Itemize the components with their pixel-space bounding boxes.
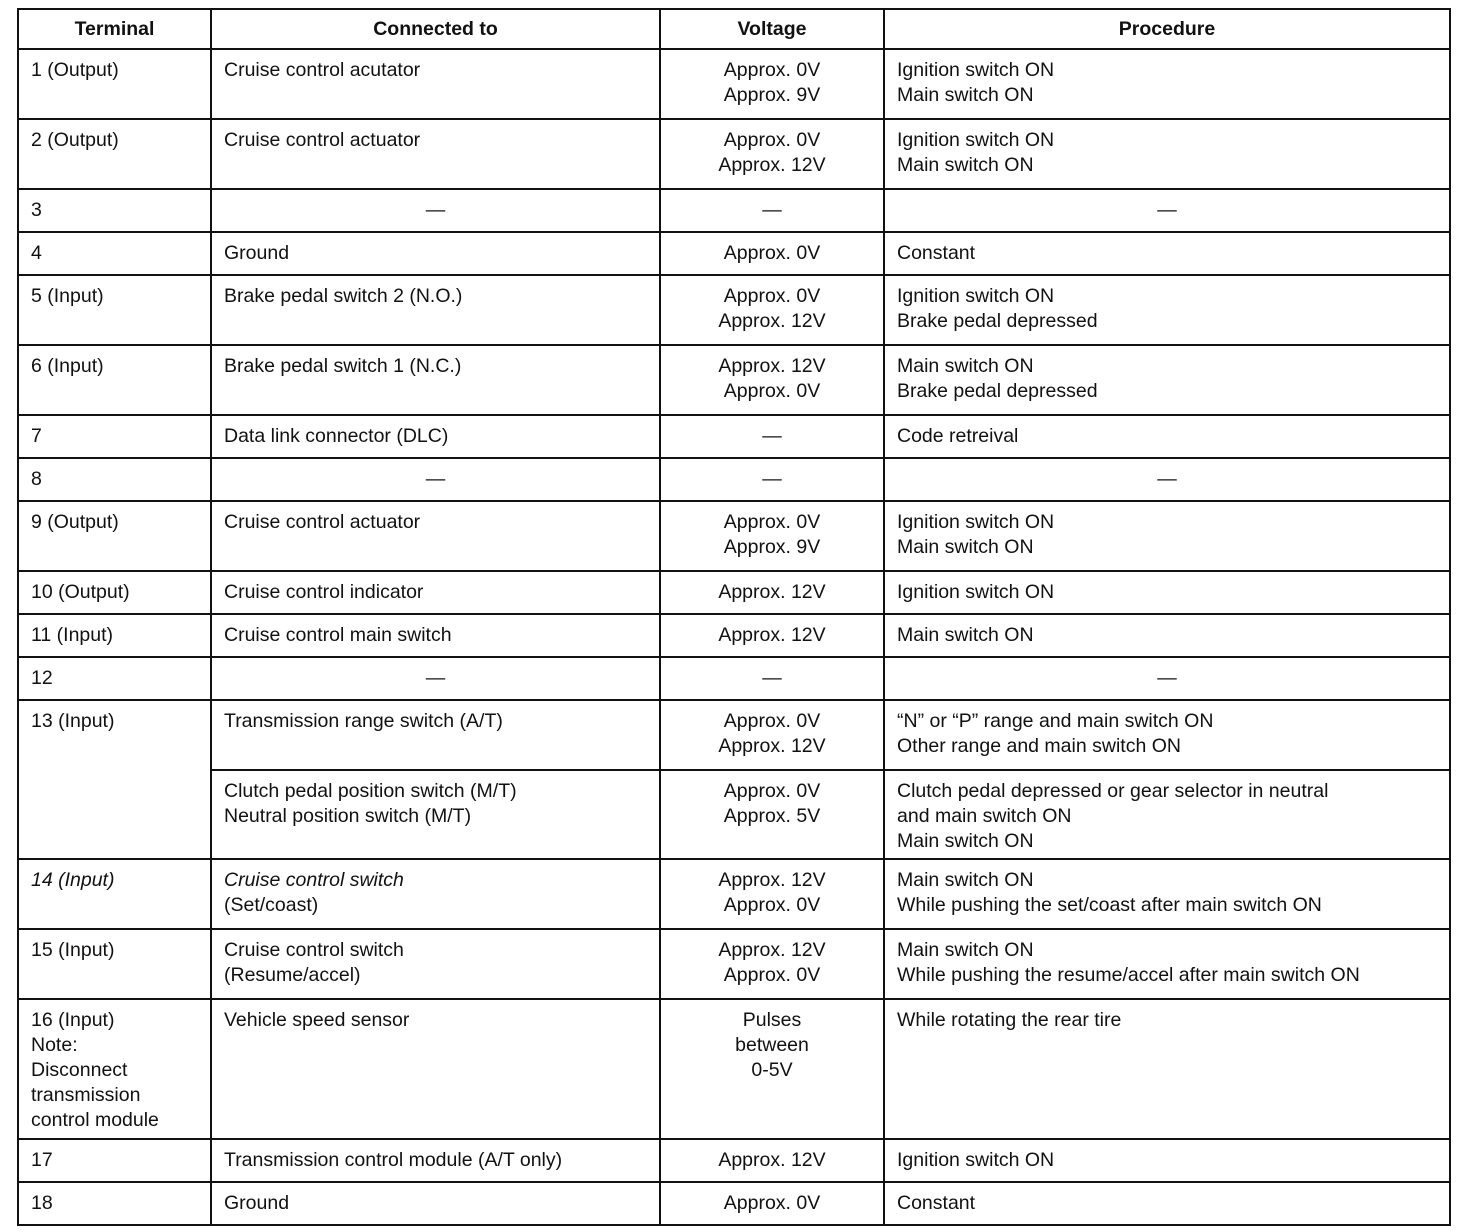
terminal-label: 2 (Output) (31, 129, 119, 151)
cell-terminal (18, 275, 211, 345)
cell-terminal (18, 501, 211, 571)
cell-procedure (884, 929, 1450, 999)
connected-to-text: (Set/coast) (224, 894, 319, 916)
connected-to-text: Data link connector (DLC) (224, 425, 449, 447)
cell-terminal (18, 1182, 211, 1225)
cell-connected-to (211, 501, 660, 571)
voltage-text: Pulses (742, 1009, 802, 1031)
procedure-text: — (1157, 199, 1177, 221)
terminal-table (17, 8, 1451, 1226)
voltage-text: Approx. 12V (718, 355, 826, 377)
cell-terminal (18, 657, 211, 700)
terminal-label: 13 (Input) (31, 710, 115, 732)
voltage-text: — (762, 425, 782, 447)
terminal-label: 14 (Input) (31, 869, 115, 891)
table-row (18, 119, 1450, 189)
terminal-label: 9 (Output) (31, 511, 119, 533)
voltage-text: — (762, 468, 782, 490)
voltage-text: Approx. 12V (718, 310, 826, 332)
voltage-text: Approx. 0V (723, 242, 821, 264)
connected-to-text: Cruise control actuator (224, 511, 421, 533)
voltage-text: Approx. 9V (723, 84, 821, 106)
cell-connected-to (211, 189, 660, 232)
voltage-text: Approx. 12V (718, 939, 826, 961)
cell-procedure (884, 119, 1450, 189)
procedure-text: Ignition switch ON (897, 511, 1055, 533)
table-row (18, 614, 1450, 657)
connected-to-text: Brake pedal switch 1 (N.C.) (224, 355, 462, 377)
procedure-text: Main switch ON (897, 536, 1034, 558)
voltage-text: Approx. 12V (718, 735, 826, 757)
voltage-text: Approx. 0V (723, 285, 821, 307)
cell-voltage (660, 859, 884, 929)
table-row (18, 189, 1450, 232)
table-row (18, 929, 1450, 999)
cell-voltage (660, 345, 884, 415)
connected-to-text: Cruise control switch (224, 939, 404, 961)
procedure-text: Ignition switch ON (897, 59, 1055, 81)
cell-terminal (18, 700, 211, 859)
cell-connected-to (211, 999, 660, 1139)
cell-connected-to (211, 49, 660, 119)
cell-connected-to (211, 232, 660, 275)
cell-terminal (18, 415, 211, 458)
table-row (18, 1182, 1450, 1225)
terminal-label: 1 (Output) (31, 59, 119, 81)
cell-connected-to (211, 345, 660, 415)
terminal-label: 10 (Output) (31, 581, 130, 603)
procedure-text: Main switch ON (897, 939, 1034, 961)
procedure-text: Main switch ON (897, 830, 1034, 852)
cell-voltage (660, 770, 884, 859)
cell-procedure (884, 999, 1450, 1139)
cell-voltage (660, 501, 884, 571)
table-body (18, 49, 1450, 1225)
connected-to-text: Ground (224, 242, 290, 264)
cell-voltage (660, 571, 884, 614)
voltage-text: — (762, 667, 782, 689)
cell-voltage (660, 999, 884, 1139)
table-row (18, 275, 1450, 345)
connected-to-text: Cruise control switch (224, 869, 404, 891)
table-row (18, 49, 1450, 119)
procedure-text: Ignition switch ON (897, 581, 1055, 603)
cell-terminal (18, 119, 211, 189)
cell-procedure (884, 501, 1450, 571)
cell-connected-to (211, 415, 660, 458)
cell-procedure (884, 232, 1450, 275)
cell-procedure (884, 1182, 1450, 1225)
voltage-text: 0-5V (751, 1059, 793, 1081)
cell-voltage (660, 49, 884, 119)
cell-connected-to (211, 700, 660, 770)
voltage-text: Approx. 12V (718, 624, 826, 646)
cell-voltage (660, 929, 884, 999)
cell-voltage (660, 657, 884, 700)
table-row (18, 458, 1450, 501)
procedure-text: Brake pedal depressed (897, 310, 1098, 332)
procedure-text: Other range and main switch ON (897, 735, 1181, 757)
connected-to-text: Transmission control module (A/T only) (224, 1149, 563, 1171)
procedure-text: Ignition switch ON (897, 1149, 1055, 1171)
procedure-text: and main switch ON (897, 805, 1072, 827)
connected-to-text: — (425, 667, 446, 689)
procedure-text: While pushing the resume/accel after main switch ON (897, 964, 1360, 986)
cell-voltage (660, 232, 884, 275)
cell-connected-to (211, 275, 660, 345)
cell-terminal (18, 49, 211, 119)
cell-terminal (18, 232, 211, 275)
procedure-text: — (1157, 468, 1177, 490)
terminal-label: 3 (31, 199, 42, 221)
cell-procedure (884, 189, 1450, 232)
table-row (18, 657, 1450, 700)
voltage-text: Approx. 5V (723, 805, 821, 827)
cell-procedure (884, 1139, 1450, 1182)
procedure-text: Constant (897, 242, 976, 264)
terminal-label: 17 (31, 1149, 53, 1171)
connected-to-text: Cruise control main switch (224, 624, 452, 646)
procedure-text: Main switch ON (897, 624, 1034, 646)
procedure-text: While pushing the set/coast after main switch ON (897, 894, 1322, 916)
cell-terminal (18, 859, 211, 929)
voltage-text: Approx. 0V (723, 380, 821, 402)
cell-connected-to (211, 571, 660, 614)
terminal-label: 16 (Input) Note: Disconnect transmission control module (31, 1009, 159, 1131)
terminal-label: 4 (31, 242, 42, 264)
table-row (18, 501, 1450, 571)
voltage-text: Approx. 0V (723, 964, 821, 986)
voltage-text: Approx. 0V (723, 511, 821, 533)
cell-connected-to (211, 657, 660, 700)
terminal-label: 11 (Input) (31, 624, 114, 646)
cell-voltage (660, 1182, 884, 1225)
table-row (18, 232, 1450, 275)
procedure-text: Constant (897, 1192, 976, 1214)
cell-procedure (884, 571, 1450, 614)
cell-connected-to (211, 770, 660, 859)
terminal-label: 15 (Input) (31, 939, 115, 961)
terminal-label: 6 (Input) (31, 355, 104, 377)
cell-voltage (660, 415, 884, 458)
cell-procedure (884, 657, 1450, 700)
connected-to-text: Vehicle speed sensor (224, 1009, 410, 1031)
cell-procedure (884, 700, 1450, 770)
cell-connected-to (211, 929, 660, 999)
header-voltage: Voltage (660, 9, 884, 49)
cell-terminal (18, 345, 211, 415)
table-row (18, 571, 1450, 614)
table-row (18, 859, 1450, 929)
cell-voltage (660, 275, 884, 345)
cell-connected-to (211, 859, 660, 929)
cell-procedure (884, 614, 1450, 657)
procedure-text: — (1157, 667, 1177, 689)
connected-to-text: (Resume/accel) (224, 964, 361, 986)
cell-procedure (884, 458, 1450, 501)
voltage-text: — (762, 199, 782, 221)
voltage-text: Approx. 9V (723, 536, 821, 558)
cell-terminal (18, 458, 211, 501)
cell-connected-to (211, 1182, 660, 1225)
connected-to-text: Ground (224, 1192, 290, 1214)
procedure-text: Code retreival (897, 425, 1019, 447)
table-row (18, 999, 1450, 1139)
voltage-text: Approx. 12V (718, 154, 826, 176)
cell-connected-to (211, 614, 660, 657)
voltage-text: Approx. 0V (723, 780, 821, 802)
cell-voltage (660, 1139, 884, 1182)
procedure-text: Main switch ON (897, 84, 1034, 106)
procedure-text: “N” or “P” range and main switch ON (897, 710, 1214, 732)
connected-to-text: Cruise control indicator (224, 581, 424, 603)
header-row (18, 9, 1450, 49)
cell-connected-to (211, 458, 660, 501)
cell-voltage (660, 700, 884, 770)
terminal-label: 8 (31, 468, 42, 490)
voltage-text: between (735, 1034, 809, 1056)
cell-terminal (18, 571, 211, 614)
voltage-text: Approx. 0V (723, 129, 821, 151)
cell-voltage (660, 614, 884, 657)
voltage-text: Approx. 0V (723, 59, 821, 81)
cell-connected-to (211, 1139, 660, 1182)
table-row (18, 770, 1450, 859)
table-row (18, 415, 1450, 458)
connected-to-text: Clutch pedal position switch (M/T) (224, 780, 517, 802)
voltage-text: Approx. 12V (718, 869, 826, 891)
procedure-text: Ignition switch ON (897, 285, 1055, 307)
procedure-text: Main switch ON (897, 154, 1034, 176)
voltage-text: Approx. 0V (723, 1192, 821, 1214)
cell-procedure (884, 859, 1450, 929)
terminal-label: 5 (Input) (31, 285, 104, 307)
connected-to-text: Cruise control actuator (224, 129, 421, 151)
terminal-label: 7 (31, 425, 42, 447)
cell-terminal (18, 189, 211, 232)
table-row (18, 1139, 1450, 1182)
cell-terminal (18, 929, 211, 999)
procedure-text: Brake pedal depressed (897, 380, 1098, 402)
terminal-label: 18 (31, 1192, 53, 1214)
connected-to-text: — (425, 468, 446, 490)
cell-voltage (660, 189, 884, 232)
cell-terminal (18, 614, 211, 657)
cell-procedure (884, 49, 1450, 119)
connected-to-text: Transmission range switch (A/T) (224, 710, 503, 732)
cell-connected-to (211, 119, 660, 189)
cell-procedure (884, 415, 1450, 458)
connected-to-text: Neutral position switch (M/T) (224, 805, 472, 827)
table-row (18, 345, 1450, 415)
voltage-text: Approx. 0V (723, 710, 821, 732)
cell-procedure (884, 275, 1450, 345)
cell-procedure (884, 770, 1450, 859)
header-connected-to: Connected to (211, 9, 660, 49)
cell-voltage (660, 458, 884, 501)
table-row (18, 700, 1450, 770)
procedure-text: Ignition switch ON (897, 129, 1055, 151)
connected-to-text: Brake pedal switch 2 (N.O.) (224, 285, 463, 307)
connected-to-text: Cruise control acutator (224, 59, 421, 81)
procedure-text: While rotating the rear tire (897, 1009, 1122, 1031)
cell-terminal (18, 1139, 211, 1182)
terminal-label: 12 (31, 667, 53, 689)
voltage-text: Approx. 0V (723, 894, 821, 916)
voltage-text: Approx. 12V (718, 581, 826, 603)
header-procedure: Procedure (884, 9, 1450, 49)
cell-procedure (884, 345, 1450, 415)
procedure-text: Main switch ON (897, 869, 1034, 891)
procedure-text: Main switch ON (897, 355, 1034, 377)
procedure-text: Clutch pedal depressed or gear selector in neutral (897, 780, 1329, 802)
header-terminal: Terminal (18, 9, 211, 49)
cell-voltage (660, 119, 884, 189)
voltage-text: Approx. 12V (718, 1149, 826, 1171)
connected-to-text: — (425, 199, 446, 221)
cell-terminal (18, 999, 211, 1139)
